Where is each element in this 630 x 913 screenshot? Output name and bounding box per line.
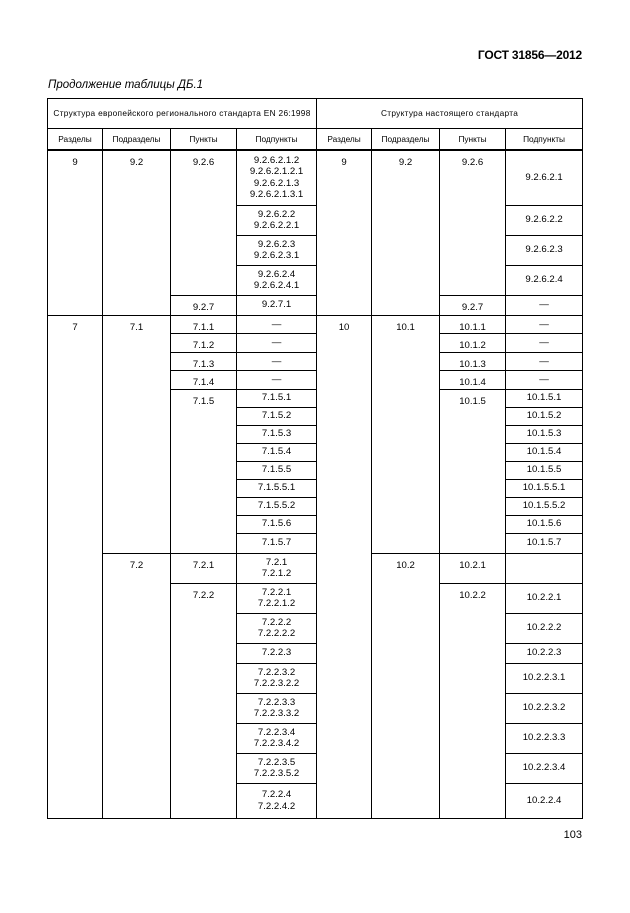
table-cell <box>440 235 506 265</box>
table-cell <box>48 723 103 753</box>
table-cell <box>171 515 237 533</box>
table-cell: — <box>506 371 583 390</box>
table-cell: — <box>506 315 583 334</box>
table-cell: 10.2.2.2 <box>506 613 583 643</box>
table-cell <box>317 693 372 723</box>
table-cell <box>317 461 372 479</box>
table-cell: 10.1.2 <box>440 334 506 353</box>
table-cell: 10.2.2.3.2 <box>506 693 583 723</box>
table-cell: 10.1.5.5.1 <box>506 479 583 497</box>
column-header: Подразделы <box>103 129 171 151</box>
table-cell <box>103 235 171 265</box>
table-cell <box>103 334 171 353</box>
table-cell <box>48 753 103 783</box>
table-cell <box>317 389 372 407</box>
table-cell <box>48 425 103 443</box>
table-cell <box>317 407 372 425</box>
table-cell <box>440 461 506 479</box>
table-row <box>48 497 583 515</box>
document-id: ГОСТ 31856—2012 <box>477 48 582 62</box>
table-cell <box>372 663 440 693</box>
page-number: 103 <box>563 829 582 841</box>
table-cell <box>103 783 171 818</box>
table-cell <box>103 663 171 693</box>
table-cell: 9.2.6 <box>171 150 237 205</box>
table-cell: 9.2.6.2.2 <box>506 205 583 235</box>
table-cell <box>103 753 171 783</box>
table-cell: 10.1.5.5 <box>506 461 583 479</box>
table-cell <box>103 479 171 497</box>
table-cell: — <box>237 334 317 353</box>
table-cell <box>171 461 237 479</box>
table-cell: 7.1.5.3 <box>237 425 317 443</box>
table-cell: 9.2.6.2.4 9.2.6.2.4.1 <box>237 265 317 295</box>
table-cell: 10.2.2 <box>440 583 506 613</box>
table-cell: 10.1.3 <box>440 352 506 371</box>
table-cell <box>372 693 440 723</box>
table-cell: 7.1.4 <box>171 371 237 390</box>
table-row <box>48 643 583 663</box>
table-cell <box>372 783 440 818</box>
table-cell: 7.1.5.6 <box>237 515 317 533</box>
table-cell: 7.1 <box>103 315 171 334</box>
table-row <box>48 371 583 390</box>
table-cell <box>317 334 372 353</box>
table-cell <box>103 723 171 753</box>
table-cell <box>317 533 372 553</box>
table-cell <box>48 553 103 583</box>
table-cell: 9.2.7 <box>171 295 237 315</box>
table-row <box>48 150 583 205</box>
table-cell: 7.2.2.3 <box>237 643 317 663</box>
table-cell <box>317 497 372 515</box>
table-cell <box>103 443 171 461</box>
table-cell <box>372 643 440 663</box>
table-cell <box>171 235 237 265</box>
table-cell: 10.1.1 <box>440 315 506 334</box>
table-cell: — <box>506 334 583 353</box>
table-cell <box>372 461 440 479</box>
table-cell: — <box>237 371 317 390</box>
table-cell <box>317 553 372 583</box>
table-cell: 9.2 <box>103 150 171 205</box>
table-row <box>48 479 583 497</box>
table-cell <box>171 643 237 663</box>
table-cell <box>48 663 103 693</box>
table-cell <box>317 663 372 693</box>
table-cell: 7.2.2.1 7.2.2.1.2 <box>237 583 317 613</box>
table-cell: 7.2.2.3.4 7.2.2.3.4.2 <box>237 723 317 753</box>
table-cell: 10.1.5.1 <box>506 389 583 407</box>
table-cell <box>440 783 506 818</box>
table-cell <box>372 371 440 390</box>
table-cell <box>317 723 372 753</box>
table-cell <box>103 205 171 235</box>
table-cell <box>506 553 583 583</box>
table-cell <box>103 515 171 533</box>
table-row <box>48 693 583 723</box>
table-cell <box>372 265 440 295</box>
table-cell <box>440 443 506 461</box>
table-cell <box>103 425 171 443</box>
table-cell <box>440 663 506 693</box>
table-cell <box>372 723 440 753</box>
table-cell <box>48 497 103 515</box>
table-cell: 7.1.5.5.1 <box>237 479 317 497</box>
table-cell <box>372 389 440 407</box>
table-cell <box>48 479 103 497</box>
table-cell <box>103 533 171 553</box>
table-cell <box>103 295 171 315</box>
table-cell <box>372 533 440 553</box>
column-header: Разделы <box>317 129 372 151</box>
table-cell <box>372 205 440 235</box>
table-row <box>48 235 583 265</box>
table-cell: 10.1.5.3 <box>506 425 583 443</box>
table-cell <box>440 753 506 783</box>
table-cell <box>440 205 506 235</box>
table-cell: 10.1.5.7 <box>506 533 583 553</box>
table-cell <box>317 583 372 613</box>
table-cell: 7.1.3 <box>171 352 237 371</box>
table-row <box>48 461 583 479</box>
table-cell <box>48 334 103 353</box>
table-cell <box>372 334 440 353</box>
table-cell <box>317 515 372 533</box>
table-row <box>48 613 583 643</box>
table-cell <box>372 352 440 371</box>
table-cell <box>171 497 237 515</box>
table-cell <box>48 643 103 663</box>
table-cell: 10.2.2.3.3 <box>506 723 583 753</box>
table-cell <box>171 533 237 553</box>
table-cell <box>103 643 171 663</box>
table-row <box>48 295 583 315</box>
table-cell <box>171 407 237 425</box>
table-cell <box>440 693 506 723</box>
table-cell <box>103 497 171 515</box>
table-cell <box>48 533 103 553</box>
table-cell: — <box>237 352 317 371</box>
column-header: Разделы <box>48 129 103 151</box>
table-cell <box>171 693 237 723</box>
table-cell <box>103 265 171 295</box>
table-cell <box>171 613 237 643</box>
table-cell <box>48 205 103 235</box>
table-cell: 10.2.1 <box>440 553 506 583</box>
table-cell: 10.1 <box>372 315 440 334</box>
table-cell: 7.1.2 <box>171 334 237 353</box>
table-cell <box>440 723 506 753</box>
table-row <box>48 352 583 371</box>
table-cell <box>171 479 237 497</box>
table-cell <box>372 425 440 443</box>
table-cell: 7.1.5 <box>171 389 237 407</box>
table-cell: 10.2.2.3 <box>506 643 583 663</box>
table-cell <box>372 407 440 425</box>
table-cell <box>372 583 440 613</box>
table-cell <box>103 613 171 643</box>
table-cell: 9 <box>341 157 347 168</box>
column-header: Подпункты <box>237 129 317 151</box>
table-cell <box>48 295 103 315</box>
table-cell: 7.1.5.1 <box>237 389 317 407</box>
table-row <box>48 265 583 295</box>
table-row <box>48 334 583 353</box>
table-cell: 10.1.5 <box>440 389 506 407</box>
table-cell: 10.1.5.5.2 <box>506 497 583 515</box>
table-row <box>48 753 583 783</box>
table-cell <box>317 352 372 371</box>
table-cell <box>317 479 372 497</box>
table-cell: 7.2.2.4 7.2.2.4.2 <box>237 783 317 818</box>
table-cell <box>440 265 506 295</box>
table-cell: 7.2.2.3.2 7.2.2.3.2.2 <box>237 663 317 693</box>
table-cell <box>48 407 103 425</box>
table-row <box>48 723 583 753</box>
table-cell <box>48 352 103 371</box>
table-cell <box>48 389 103 407</box>
table-cell <box>103 583 171 613</box>
table-cell <box>171 753 237 783</box>
table-cell: 10.2 <box>372 553 440 583</box>
table-cell <box>171 443 237 461</box>
table-cell: 7.2.2.2 7.2.2.2.2 <box>237 613 317 643</box>
table-cell <box>440 407 506 425</box>
table-cell <box>440 425 506 443</box>
table-cell: 7.1.5.7 <box>237 533 317 553</box>
table-cell: — <box>506 352 583 371</box>
table-cell <box>372 497 440 515</box>
table-cell: 9.2.6.2.2 9.2.6.2.2.1 <box>237 205 317 235</box>
table-row <box>48 553 583 583</box>
table-row <box>48 389 583 407</box>
table-cell <box>317 265 372 295</box>
table-cell <box>317 235 372 265</box>
table-cell: 9.2.6.2.1 <box>506 150 583 205</box>
table-cell: 7.1.5.4 <box>237 443 317 461</box>
table-cell <box>372 613 440 643</box>
table-cell <box>440 613 506 643</box>
table-cell <box>48 583 103 613</box>
table-cell: 10 <box>317 315 372 334</box>
table-cell: 9.2.6.2.4 <box>506 265 583 295</box>
table-cell: 7.1.5.2 <box>237 407 317 425</box>
table-cell <box>48 235 103 265</box>
table-cell: 7.2.1 7.2.1.2 <box>237 553 317 583</box>
table-cell: 7.2.1 <box>171 553 237 583</box>
table-cell <box>372 295 440 315</box>
table-cell <box>372 235 440 265</box>
table-cell: 9.2.6.2.3 9.2.6.2.3.1 <box>237 235 317 265</box>
table-cell: 9 <box>48 150 103 205</box>
table-cell <box>372 479 440 497</box>
table-cell: 7.1.1 <box>171 315 237 334</box>
table-cell: 7 <box>48 315 103 334</box>
table-row <box>48 315 583 334</box>
table-row <box>48 515 583 533</box>
table-cell <box>440 643 506 663</box>
table-cell <box>440 479 506 497</box>
table-row <box>48 533 583 553</box>
column-header: Подпункты <box>506 129 583 151</box>
table-cell <box>171 663 237 693</box>
table-row <box>48 783 583 818</box>
table-cell: 9.2.7.1 <box>237 295 317 315</box>
table-cell: 9.2.7 <box>440 295 506 315</box>
table-cell <box>171 783 237 818</box>
column-header: Пункты <box>440 129 506 151</box>
table-cell <box>171 425 237 443</box>
table-cell: — <box>237 315 317 334</box>
table-row <box>48 663 583 693</box>
table-cell <box>48 693 103 723</box>
table-cell: 10.2.2.3.1 <box>506 663 583 693</box>
table-row <box>48 425 583 443</box>
table-cell: 9.2 <box>372 150 440 205</box>
table-cell <box>171 205 237 235</box>
table-cell: 7.2.2.3.5 7.2.2.3.5.2 <box>237 753 317 783</box>
table-row <box>48 205 583 235</box>
table-cell <box>48 443 103 461</box>
table-cell <box>48 783 103 818</box>
table-cell <box>317 371 372 390</box>
table-cell: 7.2 <box>103 553 171 583</box>
table-cell <box>372 753 440 783</box>
table-cell <box>48 461 103 479</box>
table-cell <box>171 265 237 295</box>
table-cell <box>171 723 237 753</box>
table-cell <box>440 515 506 533</box>
table-cell: 10.1.4 <box>440 371 506 390</box>
table-cell <box>317 613 372 643</box>
table-cell <box>48 371 103 390</box>
table-cell <box>372 443 440 461</box>
table-cell <box>317 425 372 443</box>
table-cell <box>103 371 171 390</box>
table-cell: 7.2.2.3.3 7.2.2.3.3.2 <box>237 693 317 723</box>
table-cell <box>103 407 171 425</box>
table-cell <box>317 295 372 315</box>
table-cell <box>317 783 372 818</box>
table-cell: 10.1.5.4 <box>506 443 583 461</box>
table-cell: 10.1.5.2 <box>506 407 583 425</box>
table-caption: Продолжение таблицы ДБ.1 <box>48 79 204 91</box>
column-header: Пункты <box>171 129 237 151</box>
table-cell <box>103 389 171 407</box>
table-cell: 7.2.2 <box>171 583 237 613</box>
table-cell: — <box>506 295 583 315</box>
table-cell <box>372 515 440 533</box>
table-row <box>48 407 583 425</box>
table-row <box>48 583 583 613</box>
table-cell <box>103 352 171 371</box>
group-header-european: Структура европейского регионального стандарта EN 26:1998 <box>48 99 317 129</box>
table-cell: 10.1.5.6 <box>506 515 583 533</box>
table-cell <box>440 497 506 515</box>
table-cell: 10.2.2.4 <box>506 783 583 818</box>
column-header: Подразделы <box>372 129 440 151</box>
table-cell <box>317 205 372 235</box>
table-cell: 10.2.2.1 <box>506 583 583 613</box>
table-cell <box>317 443 372 461</box>
table-cell: 9.2.6.2.3 <box>506 235 583 265</box>
table-cell: 7.1.5.5.2 <box>237 497 317 515</box>
table-cell: 9.2.6.2.1.2 9.2.6.2.1.2.1 9.2.6.2.1.3 9.2.6.2.1.3.1 <box>237 150 317 205</box>
table-cell: 10.2.2.3.4 <box>506 753 583 783</box>
correspondence-table <box>47 98 583 819</box>
table-cell <box>103 693 171 723</box>
group-header-national: Структура настоящего стандарта <box>317 99 583 129</box>
table-cell <box>48 613 103 643</box>
table-row <box>48 443 583 461</box>
table-cell <box>48 265 103 295</box>
table-cell <box>317 643 372 663</box>
table-cell: 7.1.5.5 <box>237 461 317 479</box>
table-cell <box>317 753 372 783</box>
table-cell <box>440 533 506 553</box>
table-cell: 9.2.6 <box>440 150 506 205</box>
table-cell <box>103 461 171 479</box>
table-cell <box>48 515 103 533</box>
